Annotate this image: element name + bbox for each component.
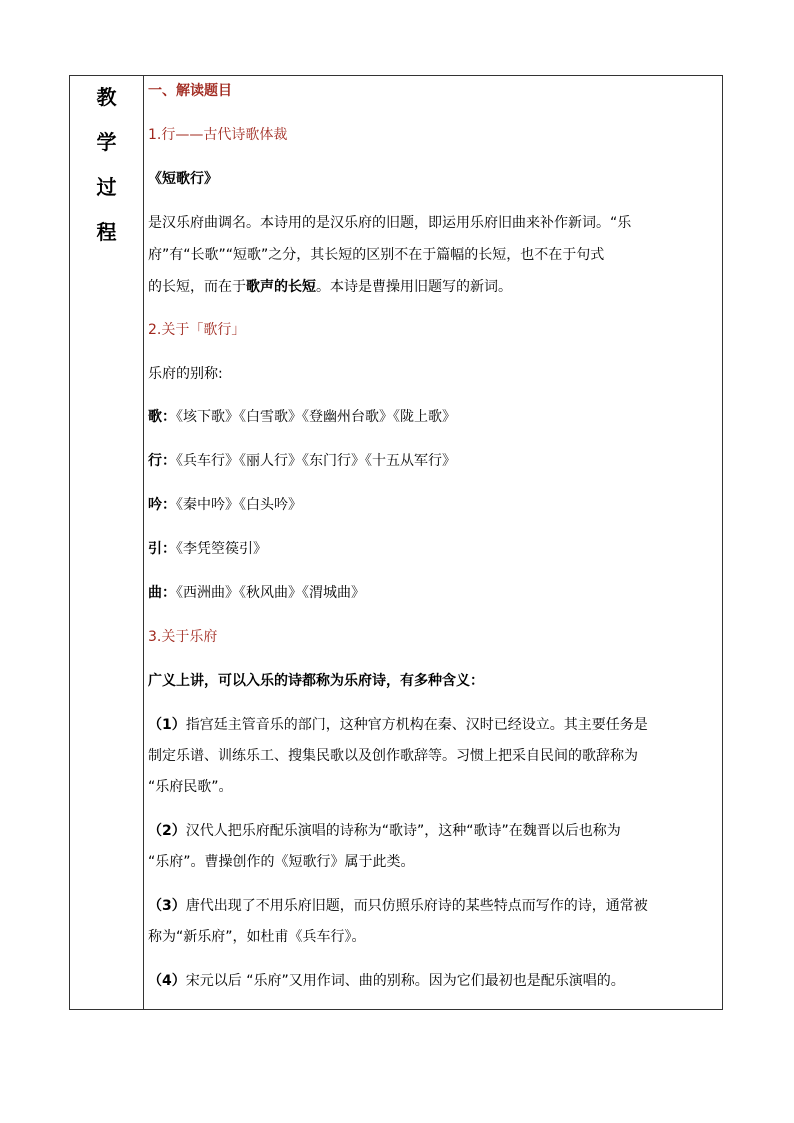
alias-text-xing: 《兵车行》《丽人行》《东门行》《十五从军行》 [176,453,456,469]
label-char-jiao: 教 [96,85,117,109]
label-char-cheng: 程 [96,220,117,244]
heading-interpret-title: 一、解读题目 [148,83,232,99]
alias-text-qu: 《西洲曲》《秋风曲》《渭城曲》 [176,585,365,601]
alias-row-xing [148,451,718,471]
label-char-xue: 学 [96,130,117,154]
item-1-text-1: 指宫廷主管音乐的部门，这种官方机构在秦、汉时已经设立。其主要任务是 [185,717,648,733]
alias-text-yinn: 《李凭箜篌引》 [176,541,267,557]
alias-label-yinn: 引： [148,541,176,557]
column-divider [143,76,144,1009]
para-1-line-1: 是汉乐府曲调名。本诗用的是汉乐府的旧题，即运用乐府旧曲来补作新词。“乐 [148,215,632,231]
item-2-line-2: “乐府”。曹操创作的《短歌行》属于此类。 [148,854,415,870]
broad-definition: 广义上讲，可以入乐的诗都称为乐府诗，有多种含义： [148,673,484,689]
item-1-number: （1） [148,717,186,733]
label-char-guo: 过 [96,175,117,199]
alias-label-yin: 吟： [148,497,176,513]
alias-row-ge [148,407,718,427]
item-3-text-1: 唐代出现了不用乐府旧题，而只仿照乐府诗的某些特点而写作的诗，通常被 [185,898,648,914]
poem-title-duangexing: 《短歌行》 [148,171,218,187]
item-2-line-1 [148,821,718,841]
alias-intro: 乐府的别称: [148,366,223,382]
item-3-line-1 [148,896,718,916]
item-4-line-1 [148,971,718,991]
section-3-heading: 3.关于乐府 [148,629,218,645]
item-1-line-3: “乐府民歌”。 [148,779,233,795]
item-1-line-1 [148,715,718,735]
item-4-number: （4） [148,973,186,989]
para-1-text-c: 。本诗是曹操用旧题写的新词。 [316,279,512,295]
alias-label-ge: 歌： [148,409,176,425]
item-3-line-2: 称为“新乐府”，如杜甫《兵车行》。 [148,929,366,945]
section-2-heading: 2.关于「歌行」 [148,322,246,338]
item-1-line-2: 制定乐谱、训练乐工、搜集民歌以及创作歌辞等。习惯上把采自民间的歌辞称为 [148,748,638,764]
para-1-text-a: 的长短，而在于 [148,279,246,295]
section-1-heading: 1.行——古代诗歌体裁 [148,127,288,143]
item-2-number: （2） [148,823,186,839]
alias-row-qu [148,583,718,603]
item-2-text-1: 汉代人把乐府配乐演唱的诗称为“歌诗”，这种“歌诗”在魏晋以后也称为 [185,823,621,839]
lesson-table [69,75,723,1010]
para-1-line-3 [148,277,718,297]
alias-text-yin: 《秦中吟》《白头吟》 [176,497,302,513]
para-1-line-2: 府”有“长歌”“短歌”之分，其长短的区别不在于篇幅的长短，也不在于句式 [148,247,605,263]
para-1-emphasis: 歌声的长短 [246,279,316,295]
item-3-number: （3） [148,898,186,914]
alias-label-qu: 曲： [148,585,176,601]
alias-row-yin [148,495,718,515]
item-4-text-1: 宋元以后 “乐府”又用作词、曲的别称。因为它们最初也是配乐演唱的。 [185,973,625,989]
alias-text-ge: 《垓下歌》《白雪歌》《登幽州台歌》《陇上歌》 [176,409,456,425]
alias-label-xing: 行： [148,453,176,469]
alias-row-yinn [148,539,718,559]
